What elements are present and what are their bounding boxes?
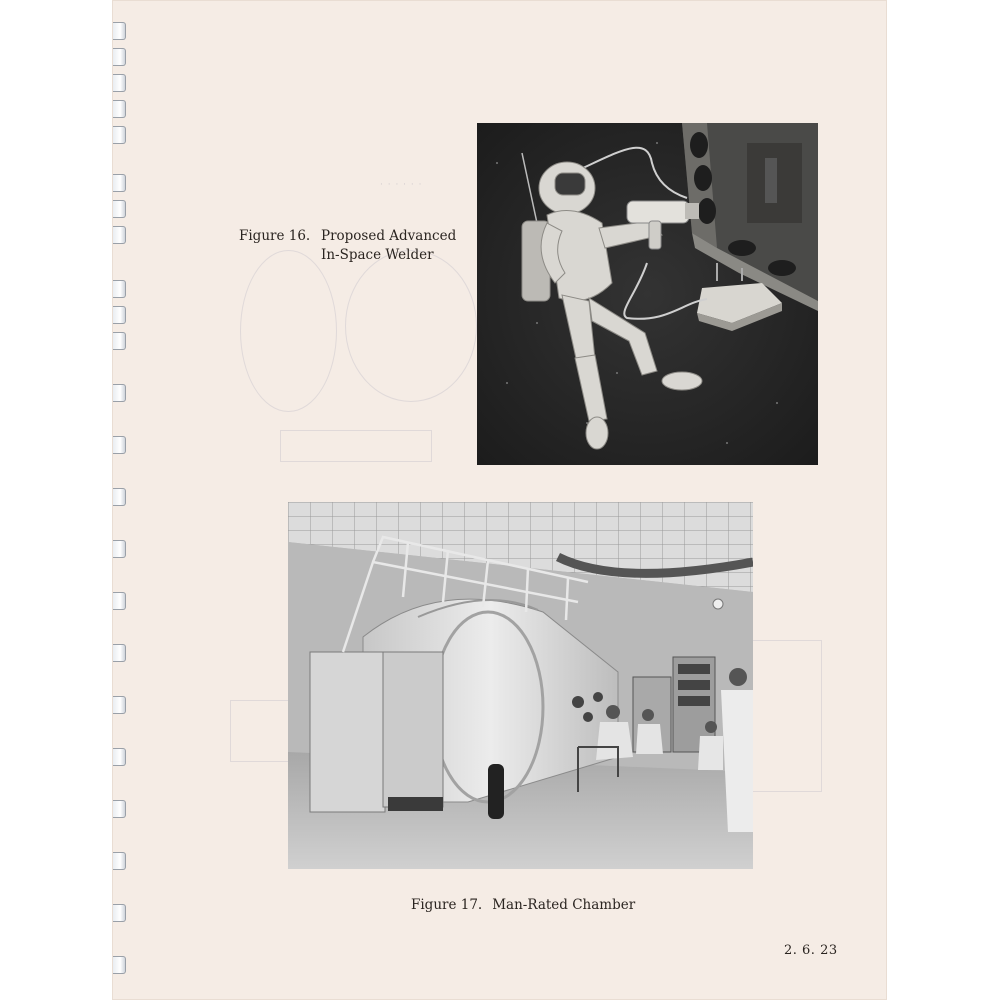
astronaut-welder-illustration <box>477 123 818 465</box>
spiral-ring-icon <box>113 384 126 402</box>
figure-16-title-line1: Proposed Advanced <box>321 228 457 244</box>
spiral-ring-icon <box>113 48 126 66</box>
spiral-ring-icon <box>113 592 126 610</box>
chamber-photograph <box>288 502 753 869</box>
spiral-ring-icon <box>113 488 126 506</box>
spiral-ring-icon <box>113 74 126 92</box>
spiral-ring-icon <box>113 100 126 118</box>
spiral-ring-icon <box>113 174 126 192</box>
spiral-ring-icon <box>113 306 126 324</box>
figure-16-photo <box>477 123 818 465</box>
spiral-ring-icon <box>113 126 126 144</box>
figure-17-title: Man-Rated Chamber <box>492 897 636 913</box>
spiral-ring-icon <box>113 22 126 40</box>
spiral-ring-icon <box>113 696 126 714</box>
spiral-ring-icon <box>113 800 126 818</box>
figure-17-number: Figure 17. <box>411 897 483 913</box>
figure-16-number: Figure 16. <box>239 228 311 244</box>
spiral-ring-icon <box>113 956 126 974</box>
chamber-door-left <box>310 652 385 812</box>
spiral-ring-icon <box>113 540 126 558</box>
chamber-door-right <box>383 652 443 807</box>
spiral-ring-icon <box>113 280 126 298</box>
figure-16-caption <box>239 227 456 265</box>
figure-17-caption <box>411 896 635 915</box>
spiral-ring-icon <box>113 852 126 870</box>
spiral-ring-icon <box>113 200 126 218</box>
spiral-ring-icon <box>113 748 126 766</box>
figure-16-title-line2: In-Space Welder <box>321 247 434 263</box>
gas-cylinder <box>488 764 504 819</box>
spiral-ring-icon <box>113 904 126 922</box>
spiral-ring-icon <box>113 436 126 454</box>
figure-17-photo <box>288 502 753 869</box>
spiral-ring-icon <box>113 226 126 244</box>
spiral-ring-icon <box>113 644 126 662</box>
spiral-ring-icon <box>113 332 126 350</box>
page-number: 2. 6. 23 <box>784 943 838 958</box>
